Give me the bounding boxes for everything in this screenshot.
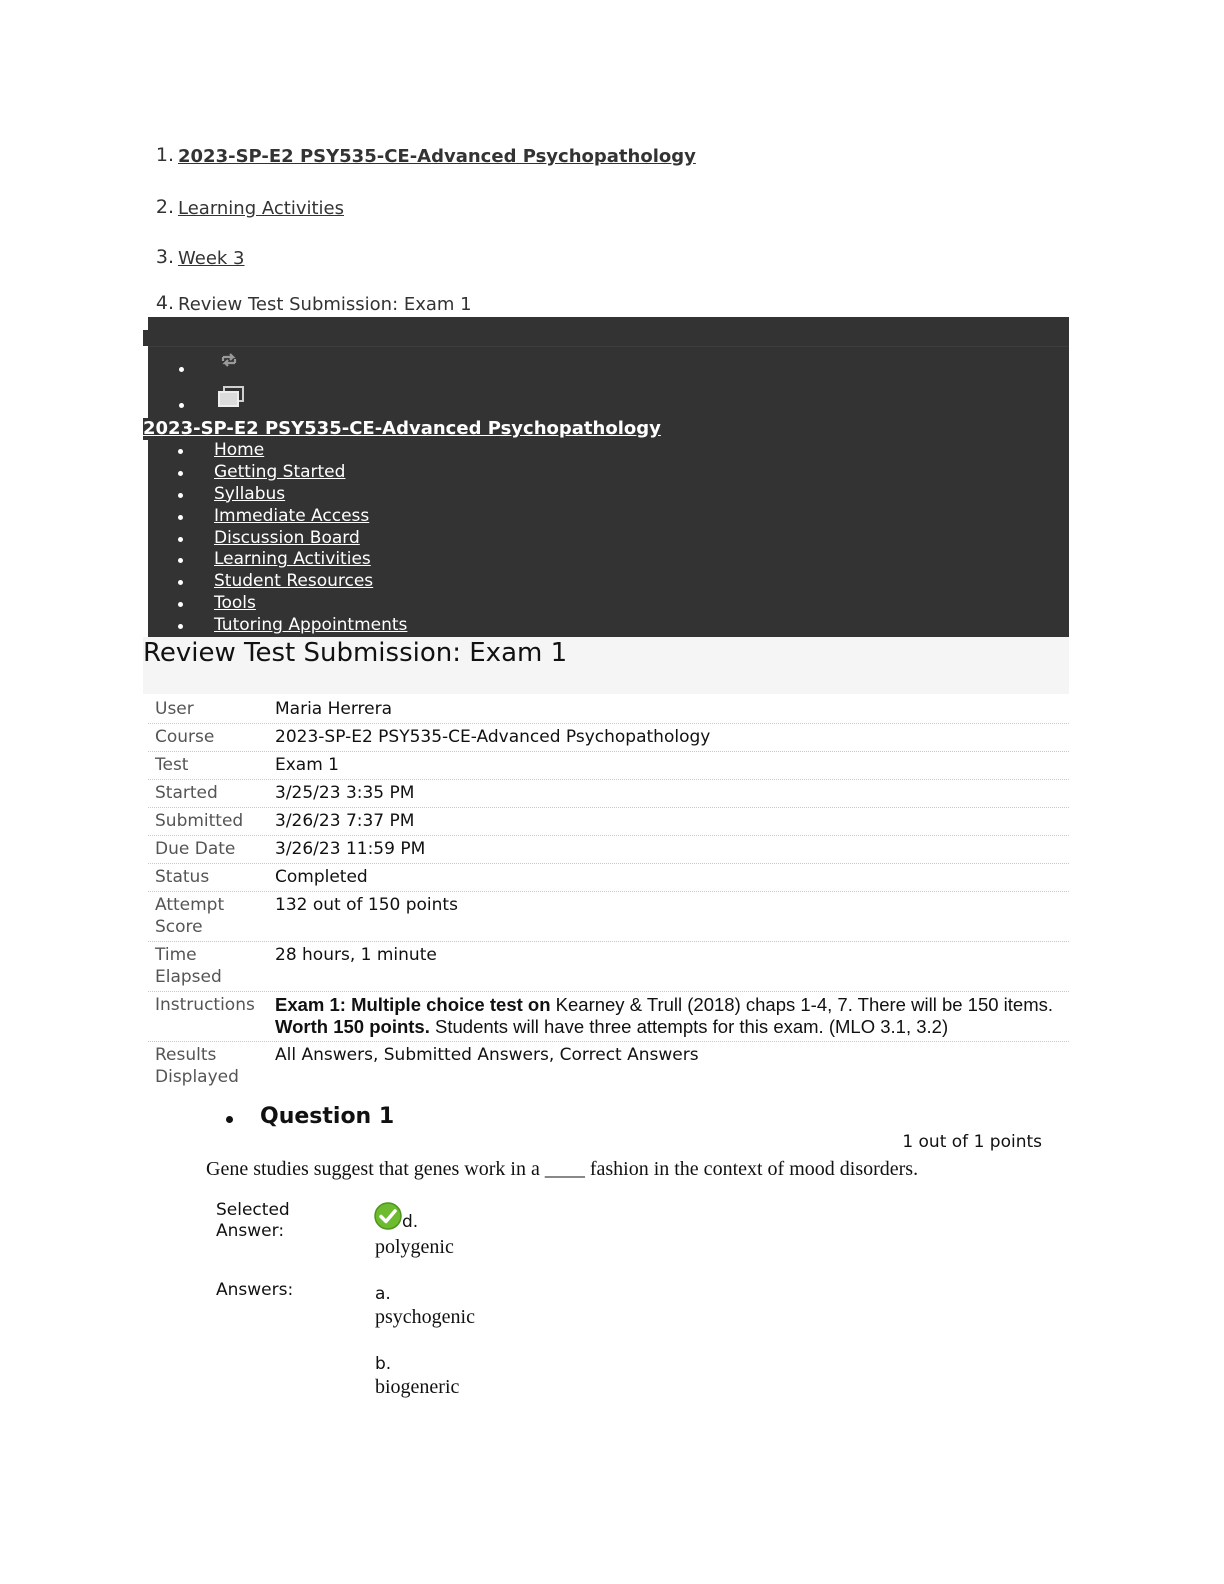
menu-link-discussion-board[interactable]: Discussion Board [214, 527, 360, 548]
list-bullet [178, 515, 183, 520]
table-row [148, 780, 1069, 808]
menu-link-learning-activities[interactable]: Learning Activities [214, 549, 371, 570]
row-label-line: Elapsed [155, 967, 222, 987]
menu-link-syllabus[interactable]: Syllabus [214, 483, 286, 504]
table-row [148, 942, 1069, 992]
row-label: User [155, 699, 194, 719]
row-label-line: Results [155, 1045, 217, 1065]
breadcrumb-number: 1. [155, 144, 174, 166]
answer-text: biogeneric [375, 1376, 460, 1398]
question-text: Gene studies suggest that genes work in a ____ fashion in the context of mood disorders. [206, 1158, 919, 1180]
refresh-icon[interactable] [219, 349, 239, 375]
row-label [148, 944, 275, 988]
course-title-link[interactable]: 2023-SP-E2 PSY535-CE-Advanced Psychopathology [143, 418, 661, 439]
answer-letter: b. [375, 1354, 392, 1374]
list-bullet [178, 537, 183, 542]
breadcrumb-item [155, 292, 696, 315]
page-title: Review Test Submission: Exam 1 [143, 638, 568, 668]
correct-check-icon [374, 1202, 402, 1234]
row-value: 28 hours, 1 minute [275, 945, 437, 965]
menu-link-immediate-access[interactable]: Immediate Access [214, 505, 370, 526]
menu-link-getting-started[interactable]: Getting Started [214, 461, 346, 482]
table-row [148, 892, 1069, 942]
selected-answer-text: polygenic [375, 1236, 454, 1258]
row-label: Status [155, 867, 210, 887]
question-points: 1 out of 1 points [902, 1132, 1042, 1152]
breadcrumb-number: 3. [155, 246, 174, 268]
breadcrumb-number: 2. [155, 196, 174, 218]
table-row [148, 696, 1069, 724]
breadcrumb [155, 144, 696, 315]
menu-link-home[interactable]: Home [214, 440, 265, 460]
list-bullet [226, 1116, 233, 1123]
row-value: Completed [275, 867, 368, 887]
instructions-bold: Worth 150 points. [275, 1016, 430, 1037]
row-label: Submitted [155, 811, 244, 831]
table-row [148, 992, 1069, 1042]
row-label: Test [155, 755, 189, 775]
table-row [148, 808, 1069, 836]
breadcrumb-current: Review Test Submission: Exam 1 [178, 294, 472, 315]
list-bullet [178, 493, 183, 498]
table-row [148, 864, 1069, 892]
row-label-line: Displayed [155, 1067, 239, 1087]
answer-letter: a. [375, 1284, 391, 1304]
answer-text: psychogenic [375, 1306, 475, 1328]
row-label-line: Score [155, 917, 203, 937]
breadcrumb-link-learning-activities[interactable]: Learning Activities [178, 198, 344, 219]
list-bullet [179, 367, 184, 372]
window-icon[interactable] [217, 386, 245, 412]
menu-link-tutoring-appointments[interactable]: Tutoring Appointments [214, 615, 408, 636]
row-value: 3/26/23 7:37 PM [275, 811, 415, 831]
submission-details-table [148, 696, 1069, 1091]
table-row [148, 1042, 1069, 1091]
breadcrumb-link-course[interactable]: 2023-SP-E2 PSY535-CE-Advanced Psychopathology [178, 146, 696, 167]
instructions-plain: Students will have three attempts for this exam. (MLO 3.1, 3.2) [429, 1016, 949, 1037]
list-bullet [178, 471, 183, 476]
row-label: Started [155, 783, 218, 803]
row-label: Course [155, 727, 215, 747]
row-label [148, 894, 275, 938]
label-line: Answer: [216, 1221, 285, 1241]
breadcrumb-item [155, 246, 696, 294]
instructions-plain: Kearney & Trull (2018) chaps 1-4, 7. There will be 150 items. [550, 994, 1054, 1015]
menu-divider [143, 330, 149, 346]
row-label-line: Attempt [155, 895, 225, 915]
row-label: Due Date [155, 839, 236, 859]
breadcrumb-item [155, 196, 696, 248]
row-label-line: Time [155, 945, 197, 965]
row-label: Instructions [155, 995, 255, 1015]
list-bullet [178, 449, 183, 454]
instructions-bold: Exam 1: Multiple choice test on [275, 994, 551, 1015]
label-line: Selected [216, 1200, 290, 1220]
row-value: 2023-SP-E2 PSY535-CE-Advanced Psychopathology [275, 727, 711, 747]
selected-answer-label [216, 1200, 290, 1242]
selected-answer-letter: d. [402, 1212, 419, 1232]
attempt-score-value: 132 out of 150 points [275, 895, 458, 915]
row-value: Exam 1 [275, 755, 339, 775]
table-row [148, 836, 1069, 864]
table-row [148, 752, 1069, 780]
list-bullet [179, 403, 184, 408]
breadcrumb-number: 4. [155, 292, 174, 314]
menu-link-student-resources[interactable]: Student Resources [214, 571, 374, 592]
question-title: Question 1 [260, 1104, 395, 1129]
row-value: Maria Herrera [275, 699, 393, 719]
breadcrumb-item [155, 144, 696, 198]
row-value: 3/25/23 3:35 PM [275, 783, 415, 803]
table-row [148, 724, 1069, 752]
row-value: 3/26/23 11:59 PM [275, 839, 426, 859]
row-value: All Answers, Submitted Answers, Correct Answers [275, 1045, 699, 1065]
menu-divider [148, 346, 1069, 347]
answers-label: Answers: [216, 1280, 294, 1300]
instructions-text [275, 994, 1069, 1038]
menu-link-tools[interactable]: Tools [214, 593, 256, 614]
breadcrumb-link-week-3[interactable]: Week 3 [178, 248, 245, 269]
row-label [148, 1044, 275, 1088]
